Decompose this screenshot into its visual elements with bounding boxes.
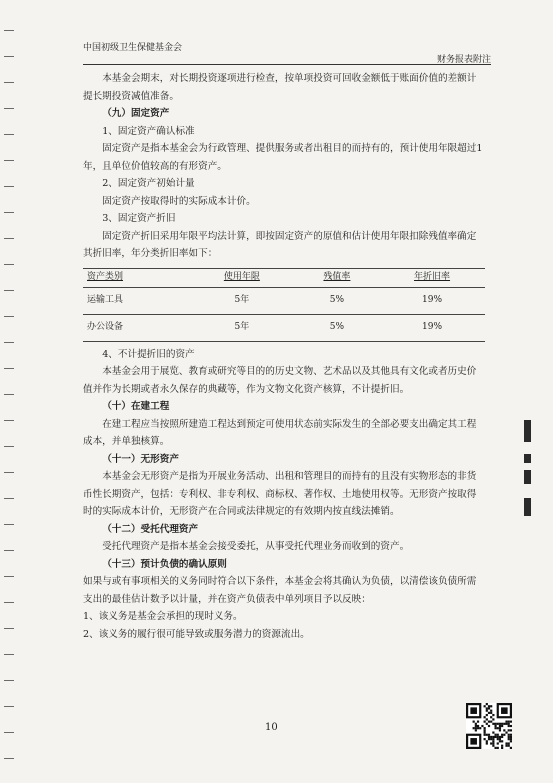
subheading-recognition: 1、固定资产确认标准: [102, 125, 195, 137]
header-rule: [83, 64, 491, 65]
table-header-cell: 资产类别: [83, 268, 189, 287]
table-cell: 5%: [295, 287, 379, 314]
header-section: 财务报表附注: [436, 55, 491, 65]
heading-provisions: （十三）预计负债的确认原则: [102, 558, 227, 570]
paragraph-cultural-assets: 本基金会用于展览、教育或研究等目的的历史文物、艺术品以及其他具有文化或者历史价值并作为长期或者永久保存的典藏等，作为文物文化资产核算，不计提折旧。: [83, 366, 477, 395]
paragraph-fixed-asset-definition: 固定资产是指本基金会为行政管理、提供服务或者出租目的而持有的，预计使用年限超过1年，且单位价值较高的有形资产。: [83, 143, 483, 172]
depreciation-table: [83, 268, 485, 342]
heading-intangible-assets: （十一）无形资产: [102, 453, 179, 465]
heading-entrusted-assets: （十二）受托代理资产: [102, 523, 199, 535]
table-header-row: [83, 268, 485, 287]
table-cell: 5年: [189, 314, 295, 341]
header-org: 中国初级卫生保健基金会: [83, 43, 183, 53]
table-cell: 办公设备: [83, 314, 189, 341]
list-item: 1、该义务是基金会承担的现时义务。: [83, 611, 243, 622]
paragraph-depreciation: 固定资产折旧采用年限平均法计算，即按固定资产的原值和估计使用年限扣除残值率确定其折旧率，年分类折旧率如下：: [83, 230, 477, 259]
qr-code-icon: [466, 703, 512, 749]
table-row: [83, 287, 485, 314]
seal-stamp-edge: [521, 420, 535, 530]
table-header-cell: 使用年限: [189, 268, 295, 287]
page-number: 10: [265, 722, 278, 733]
heading-construction: （十）在建工程: [102, 401, 170, 412]
paragraph-construction: 在建工程应当按照所建造工程达到预定可使用状态前实际发生的全部必要支出确定其工程成本，并单独核算。: [83, 418, 477, 447]
subheading-non-depreciable: 4、不计提折旧的资产: [102, 348, 195, 360]
table-cell: 19%: [379, 287, 485, 314]
table-header-cell: 残值率: [295, 268, 379, 287]
subheading-initial-measurement: 2、固定资产初始计量: [102, 178, 195, 189]
list-item: 2、该义务的履行很可能导致或服务潜力的资源流出。: [83, 628, 310, 640]
table-cell: 5%: [295, 314, 379, 341]
heading-fixed-assets: （九）固定资产: [102, 108, 170, 119]
document-body: [83, 70, 485, 643]
table-header-cell: 年折旧率: [379, 268, 485, 287]
paragraph-investment: 本基金会期末，对长期投资逐项进行检查，按单项投资可回收金额低于账面价值的差额计提长期投资减值准备。: [83, 73, 477, 102]
paragraph-entrusted-assets: 受托代理资产是指本基金会接受委托，从事受托代理业务而收到的资产。: [102, 541, 410, 552]
table-cell: 19%: [379, 314, 485, 341]
paragraph-provisions: 如果与或有事项相关的义务同时符合以下条件，本基金会将其确认为负债，以清偿该负债所需支出的最佳估计数予以计量，并在资产负债表中单列项目予以反映：: [83, 576, 477, 605]
table-cell: 运输工具: [83, 287, 189, 314]
binding-margin: [0, 0, 18, 783]
subheading-depreciation: 3、固定资产折旧: [102, 213, 176, 224]
table-row: [83, 314, 485, 341]
paragraph-initial-measurement: 固定资产按取得时的实际成本计价。: [102, 195, 256, 207]
table-cell: 5年: [189, 287, 295, 314]
paragraph-intangible-assets: 本基金会无形资产是指为开展业务活动、出租和管理目的而持有的且没有实物形态的非货币性长期资产，包括：专利权、非专利权、商标权、著作权、土地使用权等。无形资产按取得时的实际成本计价，无形资产在合同或法律规定的有效期内按直线法摊销。: [83, 471, 477, 517]
